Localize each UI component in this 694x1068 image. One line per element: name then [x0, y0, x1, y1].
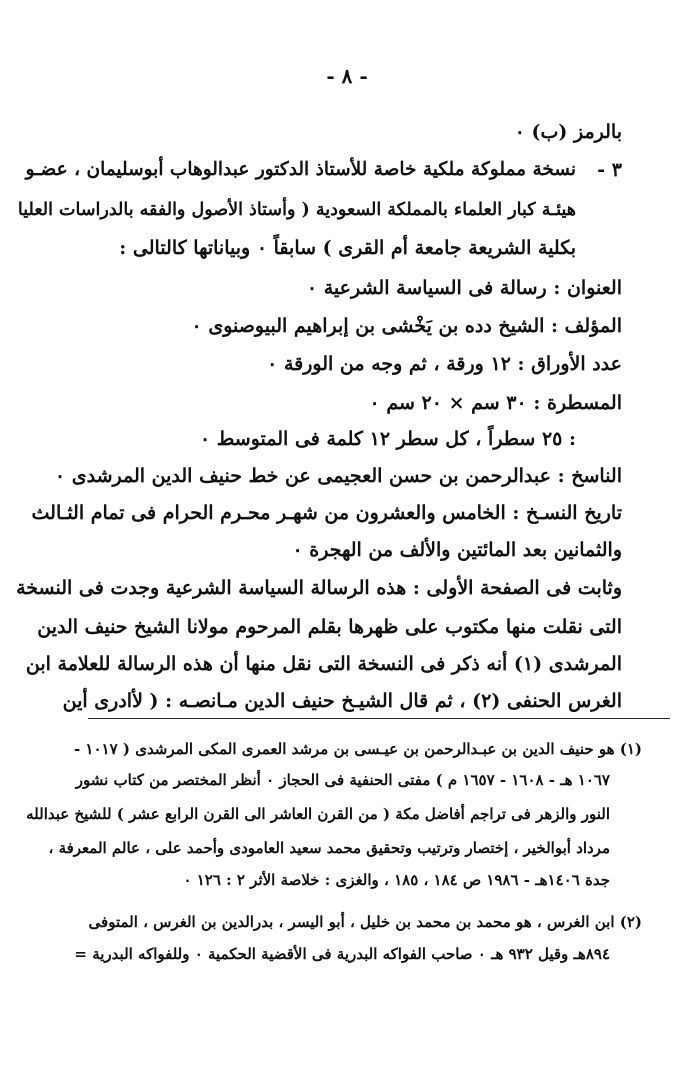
text-line: الناسخ : عبدالرحمن بن حسن العجيمى عن خط حنيف الدين المرشدى ٠: [54, 465, 622, 487]
text-line: وثابت فى الصفحة الأولى : هذه الرسالة السياسة الشرعية وجدت فى النسخة: [16, 577, 622, 599]
footnote-line: جدة ١٤٠٦هـ - ١٩٨٦ ص ١٨٤ ، ١٨٥ ، والغزى : خلاصة الأثر ٢ : ١٢٦ ٠: [183, 871, 610, 889]
text-line: : ٢٥ سطراً ، كل سطر ١٢ كلمة فى المتوسط ٠: [199, 428, 576, 450]
item-number: ٣ -: [597, 159, 622, 181]
footnote-separator: [88, 718, 670, 719]
text-line: بكلية الشريعة جامعة أم القرى ) سابقاً ٠ وبياناتها كالتالى :: [119, 237, 576, 259]
text-line: والثمانين بعد المائتين والألف من الهجرة ٠: [292, 539, 622, 561]
text-line: نسخة مملوكة ملكية خاصة للأستاذ الدكتور عبدالوهاب أبوسليمان ، عضـو: [25, 159, 576, 180]
text-line: بالرمز (ب) ٠: [514, 121, 622, 143]
text-line: العنوان : رسالة فى السياسة الشرعية ٠: [306, 277, 622, 299]
text-line: الغرس الحنفى (٢) ، ثم قال الشيـخ حنيف الدين مـانصـه : ( لأادرى أين: [62, 690, 622, 712]
text-line: التى نقلت منها مكتوب على ظهرها بقلم المرحوم مولانا الشيخ حنيف الدين: [37, 616, 622, 638]
footnote-line: (٢) ابن الغرس ، هو محمد بن محمد بن خليل ، أبو اليسر ، بدرالدين بن الغرس ، المتوفى: [88, 913, 642, 931]
text-line: تاريخ النسـخ : الخامس والعشرون من شهـر محـرم الحرام فى تمام الثـالث: [31, 502, 622, 524]
footnote-line: ٨٩٤هـ وقيل ٩٣٢ هـ ٠ صاحب الفواكه البدرية فى الأقضية الحكمية ٠ وللفواكه البدرية =: [74, 945, 610, 963]
footnote-line: (١) هو حنيف الدين بن عبـدالرحمن بن عيـسى بن مرشد العمرى المكى المرشدى ( ١٠١٧ -: [73, 740, 642, 758]
footnote-line: مرداد أبوالخير ، إختصار وترتيب وتحقيق محمد سعيد العامودى وأحمد على ، عالم المعرفة ،: [48, 839, 610, 857]
footnote-line: النور والزهر فى تراجم أفاضل مكة ( من القرن العاشر الى القرن الرابع عشر ) للشيخ عبدالله: [26, 805, 610, 823]
text-line: المؤلف : الشيخ دده بن يَخْشى بن إبراهيم البيوصنوى ٠: [191, 315, 622, 337]
text-line: هيئـة كبار العلماء بالمملكة السعودية ( وأستاذ الأصول والفقه بالدراسات العليا: [17, 200, 576, 220]
text-line: المرشدى (١) أنه ذكر فى النسخة التى نقل منها أن هذه الرسالة للعلامة ابن: [25, 653, 622, 675]
footnote-line: ١٠٦٧ هـ - ١٦٠٨ - ١٦٥٧ م ) مفتى الحنفية فى الحجاز ٠ أنظر المختصر من كتاب نشور: [75, 771, 610, 789]
page-number: - ٨ -: [326, 64, 368, 88]
text-line: المسطرة : ٣٠ سم × ٢٠ سم ٠: [369, 392, 622, 414]
text-line: عدد الأوراق : ١٢ ورقة ، ثم وجه من الورقة ٠: [267, 353, 622, 375]
